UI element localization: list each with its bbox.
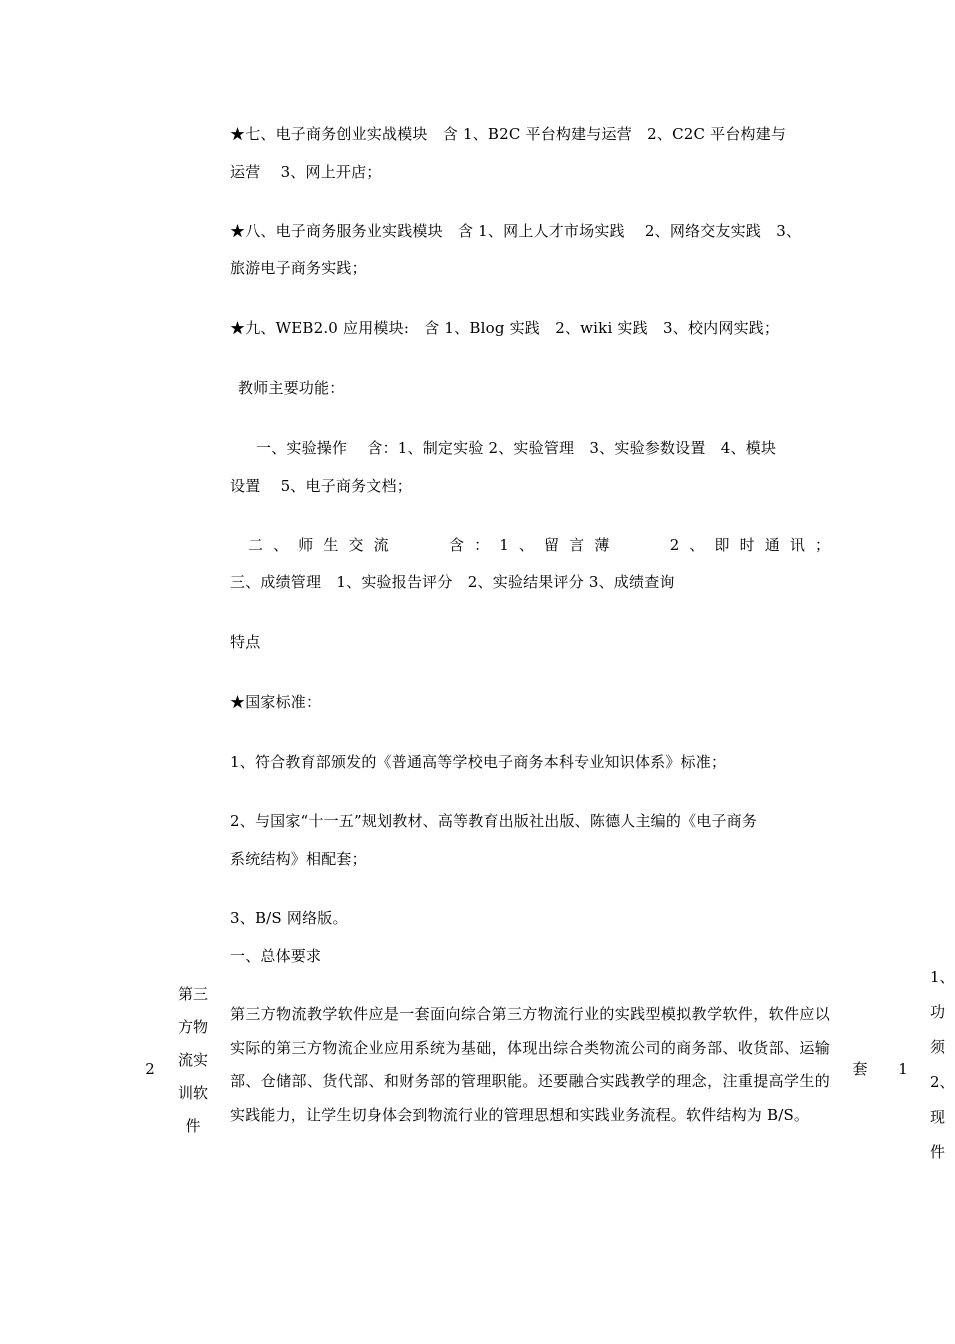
standard-item-2-line2: 系统结构》相配套； [230,850,367,868]
paragraph-module-7-line1: ★七、电子商务创业实战模块 含 1、B2C 平台构建与运营 2、C2C 平台构建与 [230,125,787,143]
clipped-line: 现 [930,1108,946,1126]
clipped-line: 功 [930,1003,946,1021]
overall-requirements-heading: 一、总体要求 [230,947,322,965]
standard-item-3: 3、B/S 网络版。 [230,909,348,927]
clipped-line: 1、 [930,968,955,986]
row-index: 2 [145,1060,155,1078]
clipped-line: 须 [930,1038,946,1056]
teacher-item-1-line2: 设置 5、电子商务文档； [230,477,412,495]
clipped-right-column [930,960,955,1170]
quantity: 1 [898,1060,908,1078]
product-name-line: 件 [185,1117,201,1135]
national-standard-heading: ★国家标准： [230,693,322,711]
product-name-line: 训软 [177,1084,208,1102]
clipped-line: 件 [930,1143,946,1161]
teacher-item-2-line1: 二、师生交流 含：1、留言薄 2、即时通讯； [248,536,830,554]
product-name-line: 第三 [177,985,208,1003]
teacher-item-3: 三、成绩管理 1、实验报告评分 2、实验结果评分 3、成绩查询 [230,573,675,591]
paragraph-module-7-line2: 运营 3、网上开店； [230,163,382,181]
standard-item-2-line1: 2、与国家“十一五”规划教材、高等教育出版社出版、陈德人主编的《电子商务 [230,812,758,830]
product-name-line: 流实 [177,1051,208,1069]
paragraph-module-8-line1: ★八、电子商务服务业实践模块 含 1、网上人才市场实践 2、网络交友实践 3、 [230,222,802,240]
teacher-functions-heading: 教师主要功能： [238,379,345,397]
clipped-line: 2、 [930,1073,955,1091]
product-name [170,978,216,1143]
standard-item-1: 1、符合教育部颁发的《普通高等学校电子商务本科专业知识体系》标准； [230,753,727,771]
teacher-item-1-line1: 一、实验操作 含：1、制定实验 2、实验管理 3、实验参数设置 4、模块 [256,439,777,457]
product-description: 第三方物流教学软件应是一套面向综合第三方物流行业的实践型模拟教学软件，软件应以实际的第三方物流企业应用系统为基础，体现出综合类物流公司的商务部、收货部、运输部、仓储部、货代部、和财务部的管理职能。还要融合实践教学的理念，注重提高学生的实践能力，让学生切身体会到物流行业的管理思想和实践业务流程。软件结构为 B/S。 [230,1005,830,1124]
paragraph-module-8-line2: 旅游电子商务实践； [230,259,367,277]
product-name-line: 方物 [177,1018,208,1036]
paragraph-module-9: ★九、WEB2.0 应用模块: 含 1、Blog 实践 2、wiki 实践 3、校内网实践； [230,319,780,337]
unit: 套 [852,1060,868,1078]
features-heading: 特点 [230,633,261,651]
